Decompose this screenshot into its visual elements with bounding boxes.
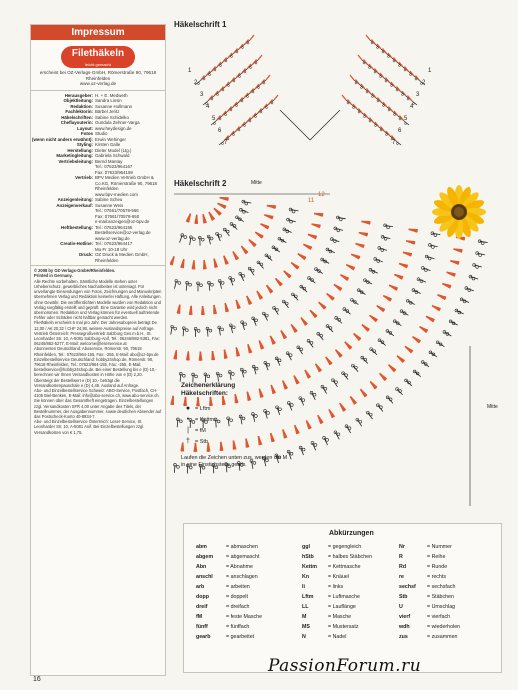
abbreviation-key: li	[302, 584, 305, 590]
impressum-value: Gabriela Schwald	[95, 153, 130, 159]
impressum-key: Herausgeber:	[64, 92, 93, 98]
row-number-label: 4	[206, 104, 210, 110]
fine-print-paragraph: Einzelbestellservice Deutschland: hobby24shop.de, Römerstr. 90, 79618 Rheinfelden, Tel.: 07623/964-155, Fax: -255, E-Mail: bestellservice@hobby24shop.de. Bei einer Bestellung bis e (D) 10,- berechnen wir Ihnen Versandkosten in Höhe von e (D) 2,20. Übersteigt der Bestellwert e (D) 10,- beträgt die Versandkostenpauschale e (D) 4,45. Ausland auf Anfrage.	[34, 356, 157, 388]
abbreviation-key: Nr	[399, 544, 405, 550]
row-number-label: 3	[416, 92, 420, 98]
fine-print-paragraph: Abo- und Einzelbestellservice Österreich: Leser-Service, St. Leonharder Str. 10, A-5081 Anif. Bei Einzelbestellungen zzgl. Versandkosten von € 1,75.	[34, 419, 145, 435]
impressum-value: Bärbel Jeritz	[95, 109, 120, 115]
impressum-key: Creativ-Hotline:	[60, 241, 93, 247]
impressum-value: Tel.: 07623/964167 Fax: 07623/964159	[95, 164, 133, 175]
abbreviation-meaning: = Mustersatz	[328, 624, 359, 630]
abbreviation-row	[302, 542, 372, 552]
abbreviation-row	[302, 562, 372, 572]
legend-label: = Kettm	[195, 416, 215, 423]
abbreviation-key: Abn	[196, 564, 207, 570]
impressum-value: BPV Medien Vertrieb GmbH & Co.KG, Römerstraße 90, 79618 Rheinfelden www.bpv-medien.com	[95, 175, 157, 197]
abbreviation-meaning: = wiederholen	[427, 624, 461, 630]
abbreviation-key: Rd	[399, 564, 407, 570]
abbreviation-key: Kn	[302, 574, 310, 580]
abbreviation-key: vierf	[399, 614, 411, 620]
abbreviation-meaning: = links	[328, 584, 344, 590]
diagram1-title: Häkelschrift 1	[174, 20, 227, 29]
abbreviation-row	[399, 612, 460, 622]
legend-item	[181, 405, 210, 412]
abbreviation-row	[196, 602, 262, 612]
abbreviation-row	[399, 572, 460, 582]
abbreviation-key: dopp	[196, 594, 209, 600]
abbreviation-row	[196, 542, 262, 552]
legend-label: = fM	[195, 427, 206, 434]
abbreviation-row	[196, 582, 262, 592]
row-number-label: 12	[318, 192, 325, 198]
impressum-key: Styling:	[76, 142, 93, 148]
abbreviation-meaning: = gearbeitet	[226, 634, 255, 640]
abbreviation-meaning: = abmaschen	[226, 544, 258, 550]
abbreviations-title: Abkürzungen	[329, 530, 374, 537]
stitch-symbol-icon: ●	[185, 405, 191, 412]
abbreviation-row	[302, 592, 372, 602]
abbreviation-key: fünff	[196, 624, 208, 630]
impressum-value: Sandra Linsin	[95, 98, 122, 104]
legend-note: Laufen die Zeichen unten zus, werden die M in eine Einstichstelle gearb.	[181, 455, 288, 468]
impressum-rows	[31, 93, 165, 264]
abbreviation-key: Kettm	[302, 564, 318, 570]
abbreviation-key: hStb	[302, 554, 314, 560]
abbreviation-meaning: = Reihe	[427, 554, 446, 560]
impressum-row	[31, 203, 165, 225]
center-label-top: Mitte	[251, 180, 262, 186]
filethakeln-logo	[61, 46, 135, 68]
abbreviation-key: Stb	[399, 594, 408, 600]
row-number-label: 6	[218, 128, 222, 134]
abbreviation-key: LL	[302, 604, 309, 610]
abbreviation-meaning: = Luftmasche	[328, 594, 360, 600]
row-number-label: 3	[200, 92, 204, 98]
abbreviation-row	[399, 562, 460, 572]
abbreviation-key: re	[399, 574, 405, 580]
impressum-row	[31, 164, 165, 175]
abbreviation-key: N	[302, 634, 306, 640]
abbreviation-meaning: = dreifach	[226, 604, 250, 610]
impressum-row	[31, 252, 165, 263]
impressum-key: Objektleitung:	[63, 98, 93, 104]
row-number-label: 5	[404, 116, 408, 122]
impressum-value: Sabine Scheu	[95, 197, 123, 203]
impressum-value: Dieter Model (Ltg.)	[95, 147, 132, 153]
impressum-value: Susanne Hollmann	[95, 103, 133, 109]
fine-print-paragraph: Abo- und Einzelbestellservice Schweiz: ABO-Service, Postfach, CH-4105 Biel-Benken, E-Mail: info@abo-service.ch, www.abo-service.ch. Sie können über das Gesamtheft eingetragen. Einzelbestellungen zzgl. Versandkosten SFR 4,00 unter Angabe des Titels, der Bestellnummer, der Ausgabennummer, sowie deutlichen Absender auf das Postscheck-Konto 40-8934-7.	[34, 387, 162, 419]
impressum-value: Susanne Weis Tel.: 07661/70578-566 Fax: 07661/70578-650 e-mail:anzeigen@oz-bpv.de	[95, 202, 150, 225]
abbreviation-row	[302, 602, 372, 612]
fine-print-paragraph: Printed in Germany.	[34, 273, 73, 279]
abbreviation-meaning: = halbes Stäbchen	[328, 554, 373, 560]
logo-text: Filethäkeln	[71, 48, 125, 59]
impressum-value: Sabine Schidelko	[95, 114, 129, 120]
impressum-value: Kirsten Galle	[95, 142, 121, 148]
fine-print-paragraph: Alle Rechte vorbehalten. Sämtliche Modelle stehen unter Urheberschutz, gewerbliches Nacharbeiten ist untersagt. Für unverlangte Einsendungen von Fotos, Zeichnungen und Manuskripten übernehmen Verlag und Redaktion keinerlei Haftung. Alle Anleitungen ohne Gewähr. Die veröffentlichten Modelle wurden von Redaktion und Verlag sorgfältig erstellt und geprüft. Eine Garantie wird jedoch nicht übernommen. Redaktion und Verlag können für eventuell auftretende Fehler oder Schäden nicht haftbar gemacht werden.	[34, 278, 162, 321]
legend-title: Zeichenerklärung Häkelschriften:	[181, 382, 236, 397]
impressum-key: Druck:	[79, 252, 93, 258]
abbreviation-meaning: = fünffach	[226, 624, 250, 630]
row-number-label: 2	[422, 80, 426, 86]
impressum-row	[31, 175, 165, 197]
impressum-value: www.heydesign.de	[95, 125, 132, 131]
abbreviation-meaning: = feste Masche	[226, 614, 263, 620]
impressum-key: (wenn nicht anders erwähnt):	[32, 136, 93, 142]
abbreviations-box	[183, 523, 502, 673]
abbreviation-row	[302, 582, 372, 592]
center-label-side: Mitte	[487, 404, 498, 410]
impressum-value: H. + E. Medweth	[95, 92, 128, 98]
abbreviation-row	[196, 552, 262, 562]
impressum-key: Vertriebsleitung:	[58, 158, 93, 164]
stitch-symbol-icon: |	[187, 427, 189, 434]
publisher-info: erscheint bei OZ-Verlags-GmbH, Römerstraße 90, 79618 Rheinfelden www.oz-verlag.de	[39, 70, 157, 87]
abbreviation-row	[196, 572, 262, 582]
abbreviation-meaning: = gegengleich	[328, 544, 362, 550]
fine-print-paragraph: Vertrieb Österreich: Pressegroßvertrieb Salzburg Ges.m.b.H., St. Leonharder Str. 10, A-5081 Salzburg-Anif, Tel.: 06246/882-5381, Fax: 06246/882-5277, E-Mail: welcome@leserservice.at	[34, 330, 160, 347]
row-number-label: 1	[188, 68, 192, 74]
legend-label: = Stb	[195, 438, 208, 445]
impressum-title: Impressum	[31, 25, 165, 40]
impressum-key: Häkelschriften:	[61, 114, 93, 120]
impressum-value: Gundula Zehner-Varga	[95, 120, 140, 126]
abbreviations-column	[196, 542, 262, 642]
legend-item	[181, 438, 208, 445]
abbreviation-row	[196, 612, 262, 622]
abbreviation-row	[399, 632, 460, 642]
abbreviation-key: MS	[302, 624, 310, 630]
abbreviation-key: Lftm	[302, 594, 314, 600]
abbreviation-meaning: = Masche	[328, 614, 352, 620]
impressum-row	[31, 225, 165, 242]
abbreviations-column	[399, 542, 460, 642]
sunflower-image	[431, 184, 487, 240]
abbreviation-key: sechsf	[399, 584, 416, 590]
diagram2-title: Häkelschrift 2	[174, 179, 227, 188]
impressum-key: Vertrieb:	[75, 175, 93, 181]
impressum-key: Cheflayouterin:	[60, 120, 93, 126]
abbreviation-key: abm	[196, 544, 207, 550]
impressum-key: Herstellung:	[67, 147, 93, 153]
row-number-label: 11	[308, 198, 315, 204]
impressum-key: Redaktion:	[70, 103, 93, 109]
divider	[31, 265, 165, 266]
abbreviation-meaning: = abgemascht	[226, 554, 260, 560]
abbreviation-row	[302, 612, 372, 622]
impressum-value: Erwin Wehinger	[95, 136, 126, 142]
abbreviation-meaning: = Runde	[427, 564, 448, 570]
row-number-label: 6	[398, 128, 402, 134]
abbreviation-meaning: = zusammen	[427, 634, 458, 640]
abbreviation-row	[399, 542, 460, 552]
impressum-key: Heftbestellung:	[61, 224, 93, 230]
impressum-box	[30, 24, 166, 676]
abbreviation-meaning: = Nadel	[328, 634, 347, 640]
impressum-key	[31, 164, 95, 175]
abbreviation-row	[196, 632, 262, 642]
crochet-diagram-1	[180, 30, 450, 180]
abbreviation-key: M	[302, 614, 307, 620]
stitch-symbol-icon: •	[186, 416, 190, 423]
impressum-key: Marketingleitung:	[56, 153, 93, 159]
impressum-key: Layout:	[77, 125, 93, 131]
impressum-key: Anzeigenleitung:	[57, 197, 93, 203]
page-number: 16	[33, 676, 41, 683]
legend-item	[181, 427, 206, 434]
abbreviation-row	[302, 552, 372, 562]
abbreviation-row	[302, 572, 372, 582]
legend-label: = Lftm	[195, 405, 211, 412]
abbreviation-meaning: = Stäbchen	[427, 594, 454, 600]
abbreviation-meaning: = anschlagen	[226, 574, 258, 580]
abbreviation-row	[196, 622, 262, 632]
abbreviation-key: arb	[196, 584, 205, 590]
abbreviation-row	[399, 622, 460, 632]
abbreviation-key: U	[399, 604, 403, 610]
abbreviation-row	[302, 622, 372, 632]
abbreviation-row	[399, 552, 460, 562]
impressum-row	[31, 241, 165, 252]
divider	[31, 90, 165, 91]
impressum-value: Studio	[95, 131, 108, 137]
abbreviation-row	[196, 592, 262, 602]
abbreviation-meaning: = Knäuel	[328, 574, 350, 580]
abbreviation-row	[399, 592, 460, 602]
abbreviation-meaning: = Nummer	[427, 544, 452, 550]
stitch-symbol-icon: †	[186, 438, 190, 445]
legend-item	[181, 416, 214, 423]
row-number-label: 7	[224, 140, 228, 146]
abbreviation-row	[399, 582, 460, 592]
abbreviation-key: R	[399, 554, 403, 560]
abbreviation-meaning: = Abnahme	[226, 564, 253, 570]
abbreviation-key: anschl	[196, 574, 213, 580]
impressum-key: Fachlektorin:	[65, 109, 93, 115]
row-number-label: 4	[410, 104, 414, 110]
row-number-label: 7	[392, 140, 396, 146]
impressum-key: Fotos	[81, 131, 93, 137]
abbreviation-meaning: = doppelt	[226, 594, 248, 600]
impressum-value: Tel.: 07623/964155 Bestellservice@oz-verlag.de www.oz-verlag.de	[95, 224, 151, 241]
abbreviation-row	[302, 632, 372, 642]
abbreviation-key: zus	[399, 634, 408, 640]
impressum-value: Tel.: 07623/964417 Mo-Fr 10-18 Uhr	[95, 241, 133, 252]
abbreviation-meaning: = sechsfach	[427, 584, 456, 590]
abbreviation-key: dreif	[196, 604, 208, 610]
abbreviation-meaning: = rechts	[427, 574, 446, 580]
abbreviations-column	[302, 542, 372, 642]
abbreviation-meaning: = Lauflänge	[328, 604, 356, 610]
impressum-key: Anzeigenverkauf:	[56, 202, 93, 208]
abbreviation-row	[399, 602, 460, 612]
row-number-label: 2	[194, 80, 198, 86]
abbreviation-key: fM	[196, 614, 203, 620]
fine-print-paragraph: © 2008 by OZ-Verlags-GmbH/Rheinfelden.	[34, 268, 116, 274]
fine-print-paragraph: Filethäkeln erscheint 6 mal pro Jahr. Der Jahresabopreis beträgt De 12,00 / A€ 20,32 / CHF 24,90, weitere Auslandspreise auf Anfrage.	[34, 320, 157, 331]
impressum-value: Bernd Mantay	[95, 158, 123, 164]
abbreviation-key: ggl	[302, 544, 310, 550]
logo-subtitle: leicht gemacht	[85, 62, 111, 67]
row-number-label: 1	[428, 68, 432, 74]
row-number-label: 5	[212, 116, 216, 122]
abbreviation-key: wdh	[399, 624, 410, 630]
abbreviation-row	[196, 562, 262, 572]
abbreviation-meaning: = vierfach	[427, 614, 451, 620]
abbreviation-key: abgem	[196, 554, 214, 560]
impressum-value: OZ Druck & Medien GmbH, Rheinfelden	[95, 252, 149, 263]
fine-print-paragraph: Abonnenten Deutschland: Aboservice, Römerstr. 90, 79618 Rheinfelden, Tel.: 07623/964-155, Fax: -255, E-Mail: abo@oz-bpv.de	[34, 346, 159, 357]
abbreviation-meaning: = Kettmasche	[328, 564, 361, 570]
abbreviation-meaning: = Umschlag	[427, 604, 456, 610]
impressum-fine-print	[31, 268, 165, 435]
watermark: PassionForum.ru	[268, 656, 422, 676]
abbreviation-key: gearb	[196, 634, 211, 640]
abbreviation-meaning: = arbeiten	[226, 584, 250, 590]
